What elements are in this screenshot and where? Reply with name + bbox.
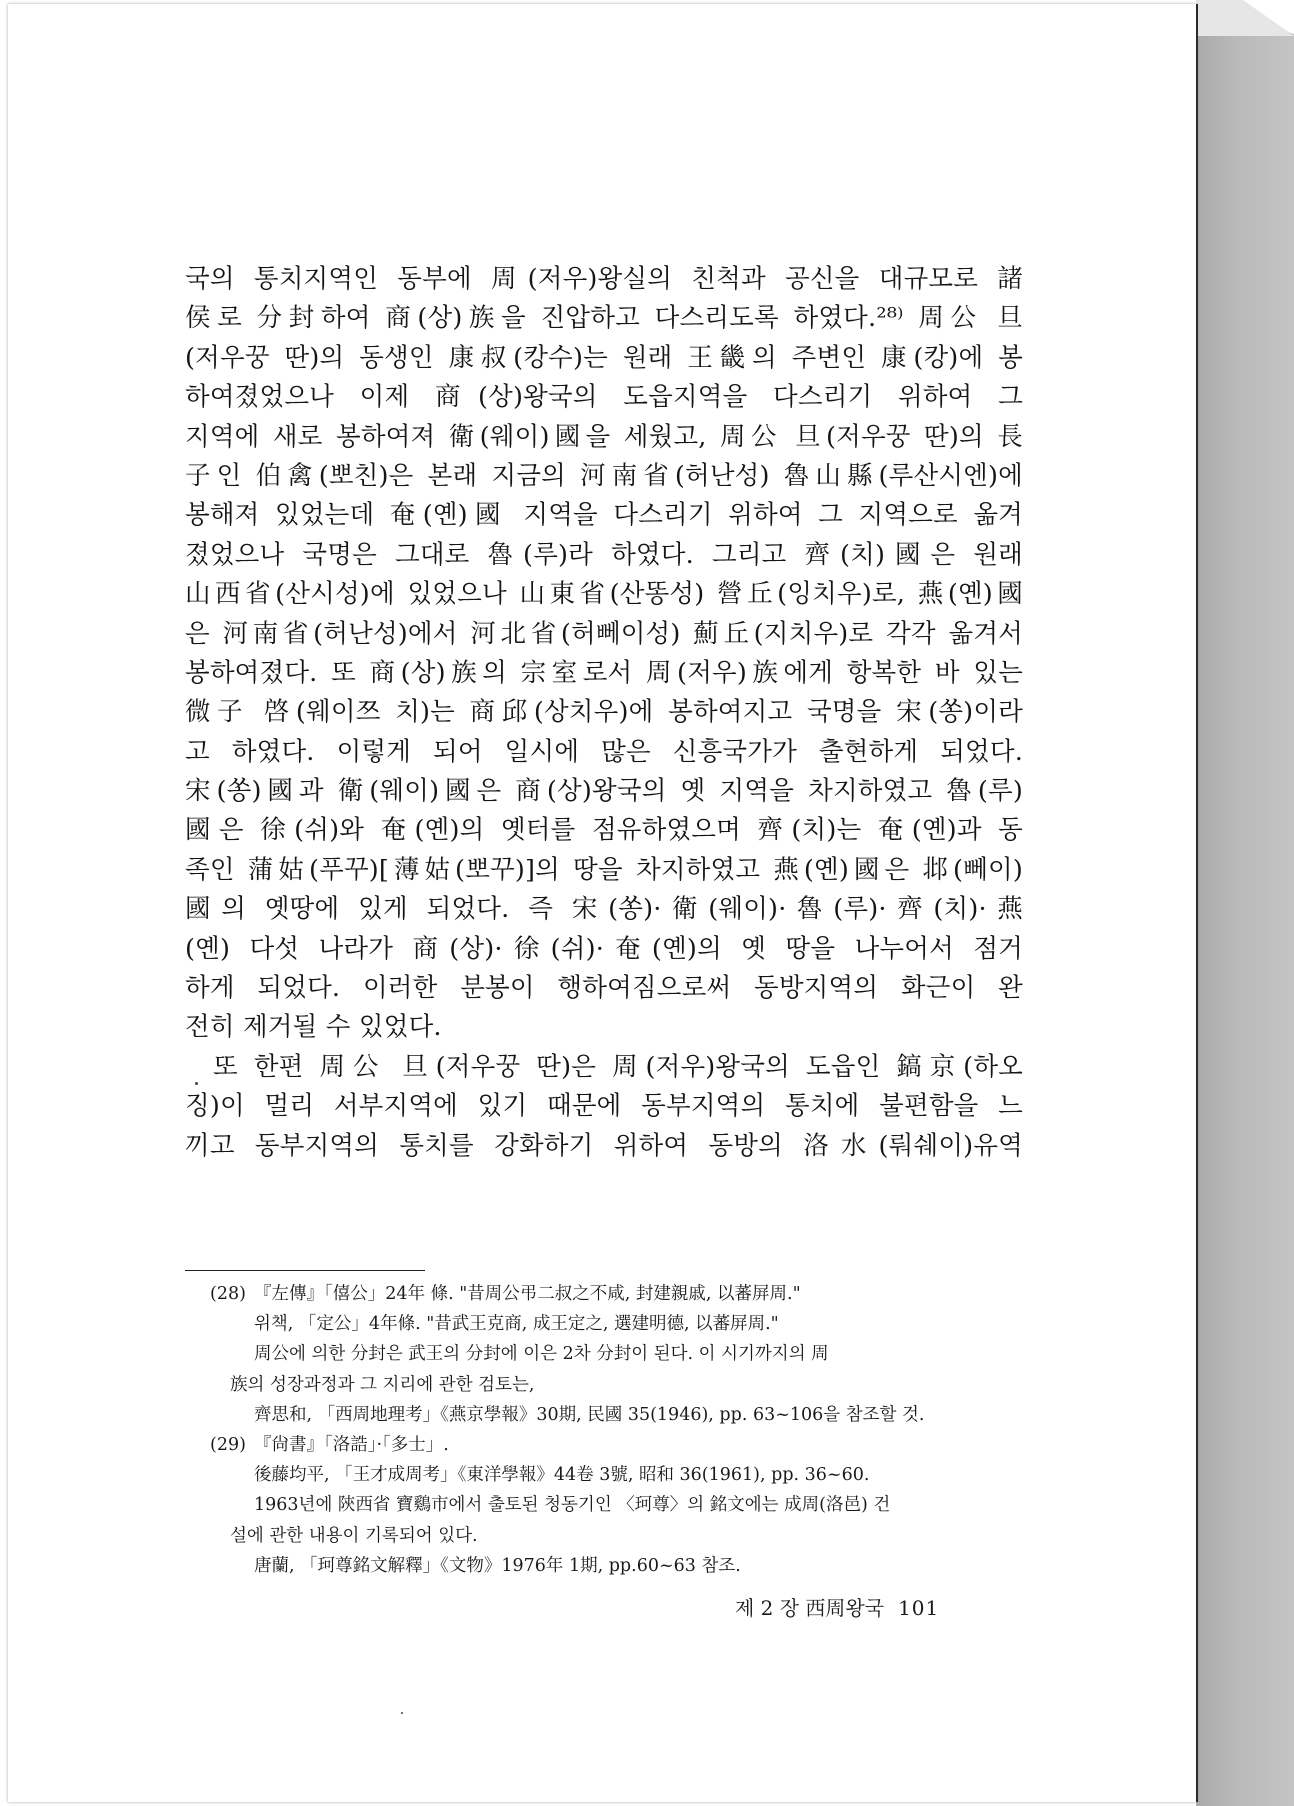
- footnotes: [210, 1279, 1022, 1581]
- footnote-number: (28): [210, 1284, 246, 1304]
- chapter-title: 제 2 장 西周왕국: [735, 1596, 885, 1620]
- footnote-28-line: 周公에 의한 分封은 武王의 分封에 이은 2차 分封이 된다. 이 시기까지의 周: [254, 1344, 829, 1365]
- footnote-29-line: 설에 관한 내용이 기록되어 있다.: [230, 1525, 478, 1546]
- paragraph-start: 또 한편 周公 旦(저우꿍 딴)은 周(저우)왕국의 도읍인 鎬京(하오: [213, 1051, 1023, 1082]
- footnote-29-line: 後藤均平, 「王才成周考」《東洋學報》44卷 3號, 昭和 36(1961), pp. 36~60.: [254, 1465, 870, 1486]
- footnote-29-line: 1963년에 陝西省 寶鷄市에서 출토된 청동기인 〈珂尊〉의 銘文에는 成周(洛邑) 건: [254, 1495, 891, 1516]
- footnote-28-line: 위책, 「定公」4年條. "昔武王克商, 成王定之, 選建明德, 以蕃屏周.": [254, 1314, 779, 1335]
- body-text: [185, 260, 1023, 1166]
- page-number: 101: [898, 1596, 940, 1620]
- body-line: 봉하여졌다. 또 商(상)族의 宗室로서 周(저우)族에게 항복한 바 있는: [185, 657, 1023, 688]
- footnote-29-line: 唐蘭, 「珂尊銘文解釋」《文物》1976年 1期, pp.60~63 참조.: [254, 1555, 741, 1576]
- body-line: 國은 徐(쉬)와 奄(옌)의 옛터를 점유하였으며 齊(치)는 奄(옌)과 동: [185, 815, 1023, 846]
- body-line: 하게 되었다. 이러한 분봉이 행하여짐으로써 동방지역의 화근이 완: [185, 973, 1023, 1004]
- body-line: 지역에 새로 봉하여져 衛(웨이)國을 세웠고, 周公 旦(저우꿍 딴)의 長: [185, 421, 1023, 452]
- body-line: (저우꿍 딴)의 동생인 康叔(캉수)는 원래 王畿의 주변인 康(캉)에 봉: [185, 342, 1023, 373]
- body-line: 고 하였다. 이렇게 되어 일시에 많은 신흥국가가 출현하게 되었다.: [185, 736, 1023, 767]
- footnote-28-line: 族의 성장과정과 그 지리에 관한 검토는,: [230, 1374, 535, 1395]
- print-speck: [195, 1082, 198, 1085]
- body-line: 國의 옛땅에 있게 되었다. 즉 宋(쏭)·衛(웨이)·魯(루)·齊(치)·燕: [185, 894, 1023, 925]
- footnote-divider: [185, 1270, 425, 1271]
- book-top-edge: [1196, 0, 1294, 36]
- body-line: 국의 통치지역인 동부에 周(저우)왕실의 친척과 공신을 대규모로 諸: [185, 264, 1023, 294]
- body-line: 宋(쏭)國과 衛(웨이)國은 商(상)왕국의 옛 지역을 차지하였고 魯(루): [185, 776, 1023, 807]
- body-line: 전히 제거될 수 있었다.: [185, 1012, 442, 1043]
- footnote-number: (29): [210, 1434, 246, 1455]
- page-edge: [1196, 4, 1198, 1802]
- body-line: 징)이 멀리 서부지역에 있기 때문에 동부지역의 통치에 불편함을 느: [185, 1091, 1023, 1122]
- body-line: 은 河南省(허난성)에서 河北省(허뻬이성) 薊丘(지치우)로 각각 옮겨서: [185, 618, 1023, 649]
- running-footer: [735, 1592, 1025, 1621]
- body-line: 졌었으나 국명은 그대로 魯(루)라 하였다. 그리고 齊(치)國은 원래: [185, 539, 1023, 570]
- body-line: (옌) 다섯 나라가 商(상)·徐(쉬)·奄(옌)의 옛 땅을 나누어서 점거: [185, 933, 1023, 964]
- footnote-28-line: 齊思和, 「西周地理考」《燕京學報》30期, 民國 35(1946), pp. 63~106을 참조할 것.: [254, 1404, 925, 1425]
- body-line: 족인 蒲姑(푸꾸)[薄姑(뽀꾸)]의 땅을 차지하였고 燕(옌)國은 邶(뻬이): [185, 854, 1023, 885]
- body-line: 微子 啓(웨이쯔 치)는 商邱(상치우)에 봉하여지고 국명을 宋(쏭)이라: [185, 697, 1023, 728]
- body-line: 하여졌었으나 이제 商(상)왕국의 도읍지역을 다스리기 위하여 그: [185, 382, 1023, 413]
- body-line: 봉해져 있었는데 奄(옌)國 지역을 다스리기 위하여 그 지역으로 옮겨: [185, 500, 1023, 531]
- body-line: 山西省(산시성)에 있었으나 山東省(산똥성) 營丘(잉치우)로, 燕(옌)國: [185, 579, 1023, 610]
- footnote-text: 『左傳』「僖公」24年 條. "昔周公弔二叔之不咸, 封建親戚, 以蕃屏周.": [254, 1284, 801, 1304]
- book-spine: [1196, 0, 1294, 1806]
- footnote-28-line: [210, 1279, 1022, 1309]
- body-line: 侯로 分封하여 商(상)族을 진압하고 다스리도록 하였다.²⁸⁾ 周公 旦: [185, 303, 1023, 334]
- footnote-29-line: [210, 1430, 1022, 1460]
- print-speck: [401, 1712, 403, 1714]
- body-line: 子인 伯禽(뽀친)은 본래 지금의 河南省(허난성) 魯山縣(루산시엔)에: [185, 460, 1023, 491]
- body-line: 끼고 동부지역의 통치를 강화하기 위하여 동방의 洛水(뤄쉐이)유역: [185, 1130, 1023, 1161]
- footnote-text: 『尙書』「洛誥」·「多士」.: [254, 1434, 449, 1455]
